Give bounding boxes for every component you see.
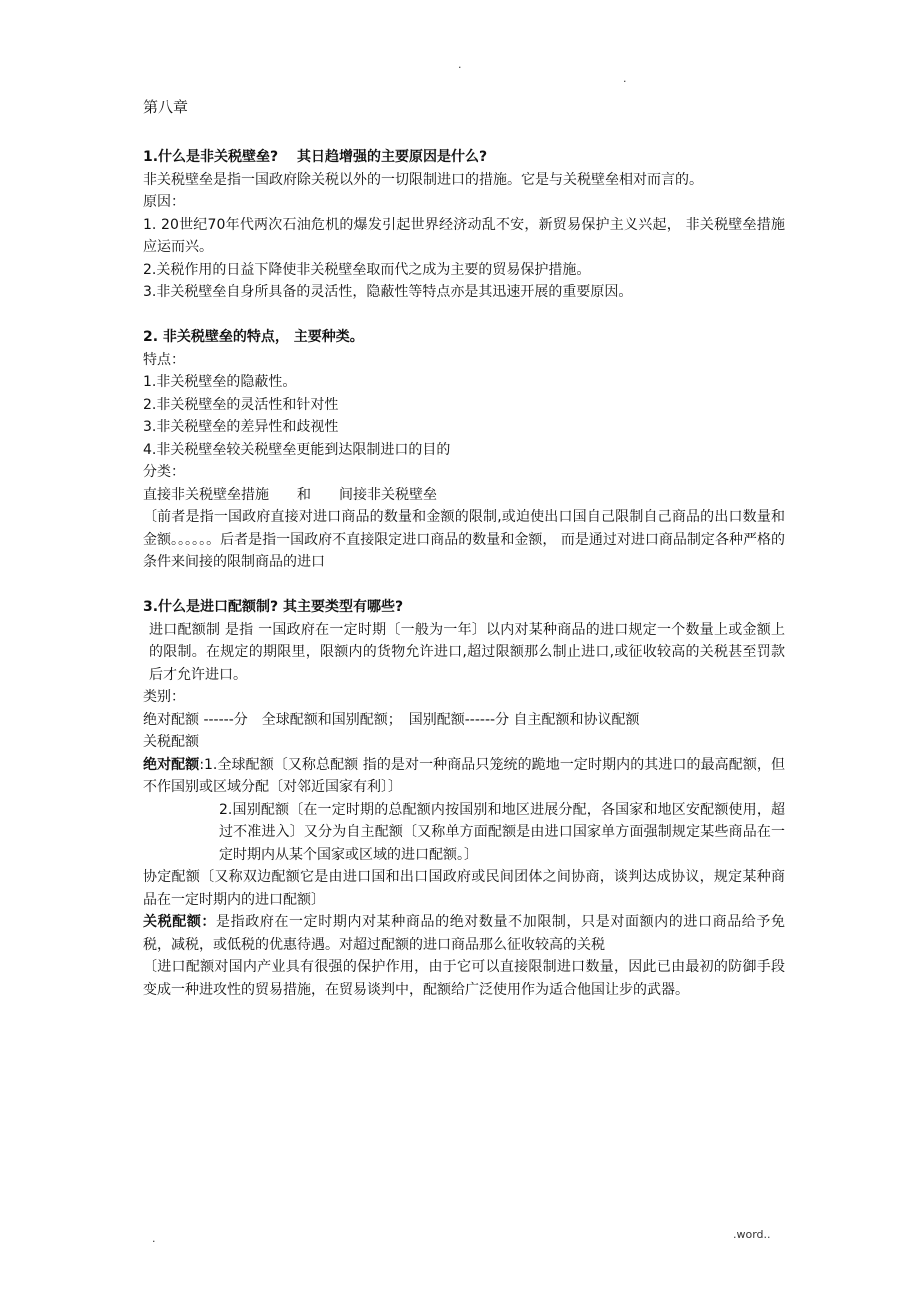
section1-definition: 非关税壁垒是指一国政府除关税以外的一切限制进口的措施。它是与关税壁垒相对而言的。 [143, 171, 703, 188]
section3-definition: 进口配额制 是指 一国政府在一定时期〔一般为一年〕以内对某种商品的进口规定一个数量上或金额上的限制。在规定的期限里，限额内的货物允许进口,超过限额那么制止进口,或征收较高的关税甚至罚款后才允许进口。 [149, 621, 785, 683]
section1-question: 1.什么是非关税壁垒? 其日趋增强的主要原因是什么? [143, 149, 488, 165]
section2-feature-3: 3.非关税壁垒的差异性和歧视性 [143, 419, 339, 435]
section3-category-line2: 关税配额 [143, 734, 199, 750]
section2-feature-4: 4.非关税壁垒较关税壁垒更能到达限制进口的目的 [143, 441, 451, 458]
section1-reason-2: 2.关税作用的日益下降使非关税壁垒取而代之成为主要的贸易保护措施。 [143, 261, 591, 278]
section1-reason-label: 原因： [143, 194, 185, 210]
tariff-quota-text: 是指政府在一定时期内对某种商品的绝对数量不加限制，只是对面额内的进口商品给予免税，减税，或低税的优惠待遇。对超过配额的进口商品那么征收较高的关税 [143, 914, 786, 953]
section1-reason-3: 3.非关税壁垒自身所具备的灵活性，隐蔽性等特点亦是其迅速开展的重要原因。 [143, 284, 633, 300]
section3-agreement-quota: 协定配额〔又称双边配额它是由进口国和出口国政府或民间团体之间协商，谈判达成协议，规定某种商品在一定时期内的进口配额〕 [143, 869, 785, 908]
header-dot-left: . [458, 58, 462, 71]
section3-closing: 〔进口配额对国内产业具有很强的保护作用，由于它可以直接限制进口数量，因此已由最初的防御手段变成一种进攻性的贸易措施，在贸易谈判中，配额给广泛使用作为适合他国让步的武器。 [143, 959, 785, 998]
section2-feature-1: 1.非关税壁垒的隐蔽性。 [143, 374, 297, 390]
section2-question: 2. 非关税壁垒的特点， 主要种类。 [143, 329, 364, 345]
absolute-quota-label: 绝对配额 [143, 756, 200, 773]
section2-types-explain: 〔前者是指一国政府直接对进口商品的数量和金额的限制,或迫使出口国自己限制自己商品的出口数量和金额。。。。。。后者是指一国政府不直接限定进口商品的数量和金额， 而是通过对进口商品制定各种严格的条件来间接的限制商品的进口 [143, 509, 785, 570]
document-body [143, 146, 785, 1001]
header-dot-right: . [623, 72, 627, 85]
tariff-quota-label: 关税配额： [143, 914, 217, 930]
section1-reason-1: 1. 20世纪70年代两次石油危机的爆发引起世界经济动乱不安，新贸易保护主义兴起， 非关税壁垒措施应运而兴。 [143, 216, 785, 255]
section2-types-label: 分类： [143, 464, 185, 480]
section3-country-quota: 2.国别配额〔在一定时期的总配额内按国别和地区进展分配，各国家和地区安配额使用，超过不准进入〕又分为自主配额〔又称单方面配额是由进口国家单方面强制规定某些商品在一定时期内从某个国家或区域的进口配额。〕 [219, 801, 785, 863]
section3-absolute-quota [143, 754, 785, 799]
footer-dot: . [152, 1232, 156, 1245]
absolute-quota-text: :1.全球配额〔又称总配额 指的是对一种商品只笼统的跪地一定时期内的其进口的最高配额，但不作国别或区域分配〔对邻近国家有利〕〕 [143, 756, 785, 795]
section3-category-label: 类别： [143, 689, 185, 705]
section2-types-line: 直接非关税壁垒措施 和 间接非关税壁垒 [143, 486, 437, 503]
section3-question: 3.什么是进口配额制? 其主要类型有哪些? [143, 599, 404, 615]
section2-feature-2: 2.非关税壁垒的灵活性和针对性 [143, 396, 339, 413]
section3-tariff-quota [143, 911, 785, 956]
section3-category-line1: 绝对配额 ------分 全球配额和国别配额； 国别配额------分 自主配额和协议配额 [143, 711, 640, 728]
footer-word-mark: .word.. [733, 1228, 771, 1241]
section2-features-label: 特点： [143, 351, 185, 368]
chapter-title: 第八章 [143, 98, 189, 116]
